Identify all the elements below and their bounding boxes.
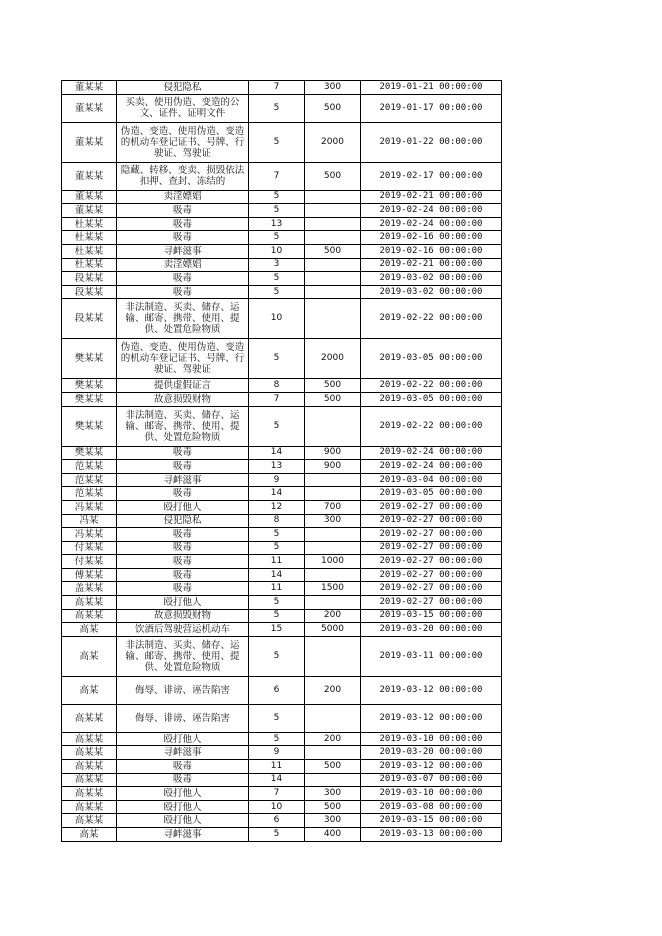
reason-cell[interactable]: 殴打他人	[117, 800, 249, 814]
reason-cell[interactable]: 寻衅滋事	[117, 244, 249, 258]
fine-cell[interactable]: 500	[305, 94, 361, 122]
date-cell[interactable]: 2019-03-02 00:00:00	[361, 285, 502, 299]
reason-cell[interactable]: 伪造、变造、使用伪造、变造的机动车登记证书、号牌、行驶证、驾驶证	[117, 339, 249, 379]
reason-cell[interactable]: 殴打他人	[117, 732, 249, 746]
date-cell[interactable]: 2019-03-10 00:00:00	[361, 787, 502, 801]
reason-cell[interactable]: 故意损毁财物	[117, 392, 249, 406]
name-cell[interactable]: 高某某	[62, 704, 117, 732]
table-row[interactable]	[62, 623, 502, 637]
reason-cell[interactable]: 吸毒	[117, 760, 249, 774]
date-cell[interactable]: 2019-03-12 00:00:00	[361, 760, 502, 774]
table-row[interactable]	[62, 162, 502, 190]
name-cell[interactable]: 董某某	[62, 122, 117, 162]
name-cell[interactable]: 冯某	[62, 514, 117, 528]
table-row[interactable]	[62, 568, 502, 582]
fine-cell[interactable]	[305, 487, 361, 501]
name-cell[interactable]: 段某某	[62, 285, 117, 299]
days-cell[interactable]: 7	[249, 162, 305, 190]
name-cell[interactable]: 高某某	[62, 760, 117, 774]
days-cell[interactable]: 5	[249, 609, 305, 623]
name-cell[interactable]: 范某某	[62, 487, 117, 501]
table-row[interactable]	[62, 704, 502, 732]
date-cell[interactable]: 2019-02-27 00:00:00	[361, 500, 502, 514]
reason-cell[interactable]: 吸毒	[117, 460, 249, 474]
fine-cell[interactable]: 1500	[305, 582, 361, 596]
name-cell[interactable]: 高某某	[62, 609, 117, 623]
reason-cell[interactable]: 殴打他人	[117, 787, 249, 801]
table-row[interactable]	[62, 94, 502, 122]
table-row[interactable]	[62, 732, 502, 746]
fine-cell[interactable]	[305, 528, 361, 542]
date-cell[interactable]: 2019-01-22 00:00:00	[361, 122, 502, 162]
fine-cell[interactable]	[305, 746, 361, 760]
days-cell[interactable]: 10	[249, 244, 305, 258]
fine-cell[interactable]: 500	[305, 244, 361, 258]
days-cell[interactable]: 5	[249, 636, 305, 676]
reason-cell[interactable]: 侮辱、诽谤、诬告陷害	[117, 676, 249, 704]
date-cell[interactable]: 2019-02-27 00:00:00	[361, 568, 502, 582]
date-cell[interactable]: 2019-03-04 00:00:00	[361, 473, 502, 487]
fine-cell[interactable]	[305, 406, 361, 446]
reason-cell[interactable]: 吸毒	[117, 285, 249, 299]
reason-cell[interactable]: 侵犯隐私	[117, 81, 249, 95]
days-cell[interactable]: 5	[249, 828, 305, 842]
days-cell[interactable]: 5	[249, 596, 305, 610]
table-row[interactable]	[62, 609, 502, 623]
date-cell[interactable]: 2019-02-27 00:00:00	[361, 541, 502, 555]
name-cell[interactable]: 高某某	[62, 596, 117, 610]
date-cell[interactable]: 2019-01-21 00:00:00	[361, 81, 502, 95]
reason-cell[interactable]: 侵犯隐私	[117, 514, 249, 528]
days-cell[interactable]: 9	[249, 746, 305, 760]
table-row[interactable]	[62, 285, 502, 299]
name-cell[interactable]: 高某某	[62, 814, 117, 828]
name-cell[interactable]: 樊某某	[62, 339, 117, 379]
table-row[interactable]	[62, 299, 502, 339]
date-cell[interactable]: 2019-03-12 00:00:00	[361, 704, 502, 732]
days-cell[interactable]: 14	[249, 773, 305, 787]
name-cell[interactable]: 高某某	[62, 773, 117, 787]
date-cell[interactable]: 2019-03-13 00:00:00	[361, 828, 502, 842]
fine-cell[interactable]: 300	[305, 814, 361, 828]
reason-cell[interactable]: 殴打他人	[117, 500, 249, 514]
date-cell[interactable]: 2019-02-24 00:00:00	[361, 446, 502, 460]
days-cell[interactable]: 6	[249, 676, 305, 704]
name-cell[interactable]: 付某某	[62, 541, 117, 555]
table-row[interactable]	[62, 473, 502, 487]
name-cell[interactable]: 段某某	[62, 299, 117, 339]
name-cell[interactable]: 杜某某	[62, 231, 117, 245]
fine-cell[interactable]: 500	[305, 760, 361, 774]
date-cell[interactable]: 2019-02-17 00:00:00	[361, 162, 502, 190]
name-cell[interactable]: 高某某	[62, 746, 117, 760]
table-row[interactable]	[62, 272, 502, 286]
date-cell[interactable]: 2019-02-22 00:00:00	[361, 299, 502, 339]
table-row[interactable]	[62, 555, 502, 569]
days-cell[interactable]: 5	[249, 704, 305, 732]
table-row[interactable]	[62, 231, 502, 245]
reason-cell[interactable]: 殴打他人	[117, 814, 249, 828]
table-row[interactable]	[62, 528, 502, 542]
date-cell[interactable]: 2019-02-16 00:00:00	[361, 231, 502, 245]
table-row[interactable]	[62, 828, 502, 842]
table-row[interactable]	[62, 541, 502, 555]
fine-cell[interactable]: 2000	[305, 122, 361, 162]
date-cell[interactable]: 2019-03-11 00:00:00	[361, 636, 502, 676]
date-cell[interactable]: 2019-02-24 00:00:00	[361, 217, 502, 231]
table-row[interactable]	[62, 81, 502, 95]
days-cell[interactable]: 7	[249, 392, 305, 406]
reason-cell[interactable]: 卖淫嫖娼	[117, 190, 249, 204]
reason-cell[interactable]: 吸毒	[117, 773, 249, 787]
table-row[interactable]	[62, 122, 502, 162]
days-cell[interactable]: 13	[249, 460, 305, 474]
date-cell[interactable]: 2019-02-27 00:00:00	[361, 582, 502, 596]
days-cell[interactable]: 10	[249, 800, 305, 814]
days-cell[interactable]: 9	[249, 473, 305, 487]
date-cell[interactable]: 2019-03-10 00:00:00	[361, 732, 502, 746]
table-row[interactable]	[62, 379, 502, 393]
table-row[interactable]	[62, 746, 502, 760]
name-cell[interactable]: 杜某某	[62, 244, 117, 258]
days-cell[interactable]: 10	[249, 299, 305, 339]
fine-cell[interactable]: 500	[305, 162, 361, 190]
name-cell[interactable]: 范某某	[62, 473, 117, 487]
reason-cell[interactable]: 提供虚假证言	[117, 379, 249, 393]
fine-cell[interactable]	[305, 285, 361, 299]
reason-cell[interactable]: 吸毒	[117, 528, 249, 542]
reason-cell[interactable]: 吸毒	[117, 231, 249, 245]
date-cell[interactable]: 2019-01-17 00:00:00	[361, 94, 502, 122]
date-cell[interactable]: 2019-03-08 00:00:00	[361, 800, 502, 814]
name-cell[interactable]: 董某某	[62, 81, 117, 95]
table-row[interactable]	[62, 487, 502, 501]
days-cell[interactable]: 5	[249, 406, 305, 446]
name-cell[interactable]: 高某	[62, 636, 117, 676]
fine-cell[interactable]: 500	[305, 800, 361, 814]
reason-cell[interactable]: 吸毒	[117, 217, 249, 231]
date-cell[interactable]: 2019-03-05 00:00:00	[361, 487, 502, 501]
days-cell[interactable]: 13	[249, 217, 305, 231]
table-row[interactable]	[62, 446, 502, 460]
reason-cell[interactable]: 吸毒	[117, 204, 249, 218]
fine-cell[interactable]	[305, 704, 361, 732]
table-row[interactable]	[62, 787, 502, 801]
date-cell[interactable]: 2019-03-05 00:00:00	[361, 392, 502, 406]
fine-cell[interactable]: 200	[305, 609, 361, 623]
name-cell[interactable]: 高某某	[62, 732, 117, 746]
reason-cell[interactable]: 吸毒	[117, 568, 249, 582]
date-cell[interactable]: 2019-03-05 00:00:00	[361, 339, 502, 379]
name-cell[interactable]: 高某	[62, 676, 117, 704]
days-cell[interactable]: 5	[249, 528, 305, 542]
name-cell[interactable]: 高某	[62, 828, 117, 842]
days-cell[interactable]: 8	[249, 514, 305, 528]
date-cell[interactable]: 2019-03-02 00:00:00	[361, 272, 502, 286]
fine-cell[interactable]: 900	[305, 446, 361, 460]
name-cell[interactable]: 樊某某	[62, 392, 117, 406]
reason-cell[interactable]: 故意损毁财物	[117, 609, 249, 623]
date-cell[interactable]: 2019-02-24 00:00:00	[361, 460, 502, 474]
reason-cell[interactable]: 吸毒	[117, 582, 249, 596]
reason-cell[interactable]: 吸毒	[117, 272, 249, 286]
days-cell[interactable]: 5	[249, 339, 305, 379]
fine-cell[interactable]: 300	[305, 81, 361, 95]
table-row[interactable]	[62, 217, 502, 231]
days-cell[interactable]: 14	[249, 446, 305, 460]
date-cell[interactable]: 2019-02-21 00:00:00	[361, 258, 502, 272]
records-table	[61, 80, 502, 842]
name-cell[interactable]: 段某某	[62, 272, 117, 286]
table-row[interactable]	[62, 773, 502, 787]
name-cell[interactable]: 高某某	[62, 787, 117, 801]
fine-cell[interactable]: 5000	[305, 623, 361, 637]
table-row[interactable]	[62, 244, 502, 258]
fine-cell[interactable]: 2000	[305, 339, 361, 379]
table-row[interactable]	[62, 514, 502, 528]
reason-cell[interactable]: 侮辱、诽谤、诬告陷害	[117, 704, 249, 732]
reason-cell[interactable]: 殴打他人	[117, 596, 249, 610]
name-cell[interactable]: 董某某	[62, 204, 117, 218]
name-cell[interactable]: 高某某	[62, 800, 117, 814]
date-cell[interactable]: 2019-02-27 00:00:00	[361, 528, 502, 542]
name-cell[interactable]: 傅某某	[62, 568, 117, 582]
fine-cell[interactable]	[305, 272, 361, 286]
table-row[interactable]	[62, 500, 502, 514]
name-cell[interactable]: 董某某	[62, 190, 117, 204]
table-row[interactable]	[62, 339, 502, 379]
fine-cell[interactable]	[305, 568, 361, 582]
table-row[interactable]	[62, 760, 502, 774]
fine-cell[interactable]: 1000	[305, 555, 361, 569]
days-cell[interactable]: 5	[249, 732, 305, 746]
fine-cell[interactable]: 400	[305, 828, 361, 842]
date-cell[interactable]: 2019-02-21 00:00:00	[361, 190, 502, 204]
table-row[interactable]	[62, 582, 502, 596]
name-cell[interactable]: 樊某某	[62, 379, 117, 393]
days-cell[interactable]: 5	[249, 231, 305, 245]
name-cell[interactable]: 董某某	[62, 162, 117, 190]
date-cell[interactable]: 2019-03-15 00:00:00	[361, 814, 502, 828]
fine-cell[interactable]: 700	[305, 500, 361, 514]
fine-cell[interactable]	[305, 541, 361, 555]
days-cell[interactable]: 5	[249, 122, 305, 162]
fine-cell[interactable]	[305, 190, 361, 204]
days-cell[interactable]: 12	[249, 500, 305, 514]
reason-cell[interactable]: 非法制造、买卖、储存、运输、邮寄、携带、使用、提供、处置危险物质	[117, 299, 249, 339]
table-row[interactable]	[62, 676, 502, 704]
days-cell[interactable]: 11	[249, 760, 305, 774]
days-cell[interactable]: 5	[249, 541, 305, 555]
date-cell[interactable]: 2019-03-20 00:00:00	[361, 746, 502, 760]
reason-cell[interactable]: 卖淫嫖娼	[117, 258, 249, 272]
days-cell[interactable]: 11	[249, 582, 305, 596]
name-cell[interactable]: 董某某	[62, 94, 117, 122]
fine-cell[interactable]: 200	[305, 676, 361, 704]
days-cell[interactable]: 7	[249, 81, 305, 95]
date-cell[interactable]: 2019-02-24 00:00:00	[361, 204, 502, 218]
days-cell[interactable]: 5	[249, 204, 305, 218]
table-row[interactable]	[62, 190, 502, 204]
date-cell[interactable]: 2019-03-12 00:00:00	[361, 676, 502, 704]
reason-cell[interactable]: 饮酒后驾驶营运机动车	[117, 623, 249, 637]
days-cell[interactable]: 5	[249, 285, 305, 299]
fine-cell[interactable]	[305, 473, 361, 487]
days-cell[interactable]: 14	[249, 568, 305, 582]
reason-cell[interactable]: 寻衅滋事	[117, 473, 249, 487]
date-cell[interactable]: 2019-02-22 00:00:00	[361, 379, 502, 393]
name-cell[interactable]: 杜某某	[62, 258, 117, 272]
date-cell[interactable]: 2019-02-16 00:00:00	[361, 244, 502, 258]
date-cell[interactable]: 2019-03-20 00:00:00	[361, 623, 502, 637]
fine-cell[interactable]	[305, 299, 361, 339]
days-cell[interactable]: 3	[249, 258, 305, 272]
fine-cell[interactable]	[305, 773, 361, 787]
fine-cell[interactable]: 300	[305, 514, 361, 528]
fine-cell[interactable]: 200	[305, 732, 361, 746]
name-cell[interactable]: 高某	[62, 623, 117, 637]
days-cell[interactable]: 7	[249, 787, 305, 801]
table-row[interactable]	[62, 406, 502, 446]
days-cell[interactable]: 15	[249, 623, 305, 637]
days-cell[interactable]: 11	[249, 555, 305, 569]
name-cell[interactable]: 樊某某	[62, 446, 117, 460]
date-cell[interactable]: 2019-03-07 00:00:00	[361, 773, 502, 787]
fine-cell[interactable]: 300	[305, 787, 361, 801]
fine-cell[interactable]	[305, 258, 361, 272]
reason-cell[interactable]: 吸毒	[117, 446, 249, 460]
reason-cell[interactable]: 非法制造、买卖、储存、运输、邮寄、携带、使用、提供、处置危险物质	[117, 406, 249, 446]
fine-cell[interactable]	[305, 596, 361, 610]
reason-cell[interactable]: 吸毒	[117, 487, 249, 501]
name-cell[interactable]: 冯某某	[62, 528, 117, 542]
date-cell[interactable]: 2019-02-22 00:00:00	[361, 406, 502, 446]
records-body	[62, 81, 502, 842]
reason-cell[interactable]: 寻衅滋事	[117, 828, 249, 842]
table-row[interactable]	[62, 258, 502, 272]
days-cell[interactable]: 5	[249, 190, 305, 204]
name-cell[interactable]: 盖某某	[62, 582, 117, 596]
days-cell[interactable]: 14	[249, 487, 305, 501]
table-row[interactable]	[62, 800, 502, 814]
table-row[interactable]	[62, 636, 502, 676]
reason-cell[interactable]: 买卖、使用伪造、变造的公文、证件、证明文件	[117, 94, 249, 122]
table-row[interactable]	[62, 460, 502, 474]
fine-cell[interactable]	[305, 636, 361, 676]
days-cell[interactable]: 6	[249, 814, 305, 828]
days-cell[interactable]: 5	[249, 272, 305, 286]
name-cell[interactable]: 杜某某	[62, 217, 117, 231]
date-cell[interactable]: 2019-02-27 00:00:00	[361, 555, 502, 569]
table-row[interactable]	[62, 596, 502, 610]
name-cell[interactable]: 樊某某	[62, 406, 117, 446]
name-cell[interactable]: 范某某	[62, 460, 117, 474]
fine-cell[interactable]	[305, 204, 361, 218]
fine-cell[interactable]	[305, 217, 361, 231]
reason-cell[interactable]: 寻衅滋事	[117, 746, 249, 760]
table-row[interactable]	[62, 814, 502, 828]
date-cell[interactable]: 2019-02-27 00:00:00	[361, 596, 502, 610]
name-cell[interactable]: 冯某某	[62, 500, 117, 514]
reason-cell[interactable]: 吸毒	[117, 555, 249, 569]
days-cell[interactable]: 8	[249, 379, 305, 393]
fine-cell[interactable]	[305, 231, 361, 245]
name-cell[interactable]: 付某某	[62, 555, 117, 569]
reason-cell[interactable]: 伪造、变造、使用伪造、变造的机动车登记证书、号牌、行驶证、驾驶证	[117, 122, 249, 162]
reason-cell[interactable]: 吸毒	[117, 541, 249, 555]
fine-cell[interactable]: 500	[305, 379, 361, 393]
date-cell[interactable]: 2019-03-15 00:00:00	[361, 609, 502, 623]
reason-cell[interactable]: 隐藏、转移、变卖、损毁依法扣押、查封、冻结的	[117, 162, 249, 190]
fine-cell[interactable]: 500	[305, 392, 361, 406]
days-cell[interactable]: 5	[249, 94, 305, 122]
table-row[interactable]	[62, 392, 502, 406]
table-row[interactable]	[62, 204, 502, 218]
reason-cell[interactable]: 非法制造、买卖、储存、运输、邮寄、携带、使用、提供、处置危险物质	[117, 636, 249, 676]
date-cell[interactable]: 2019-02-27 00:00:00	[361, 514, 502, 528]
fine-cell[interactable]: 900	[305, 460, 361, 474]
